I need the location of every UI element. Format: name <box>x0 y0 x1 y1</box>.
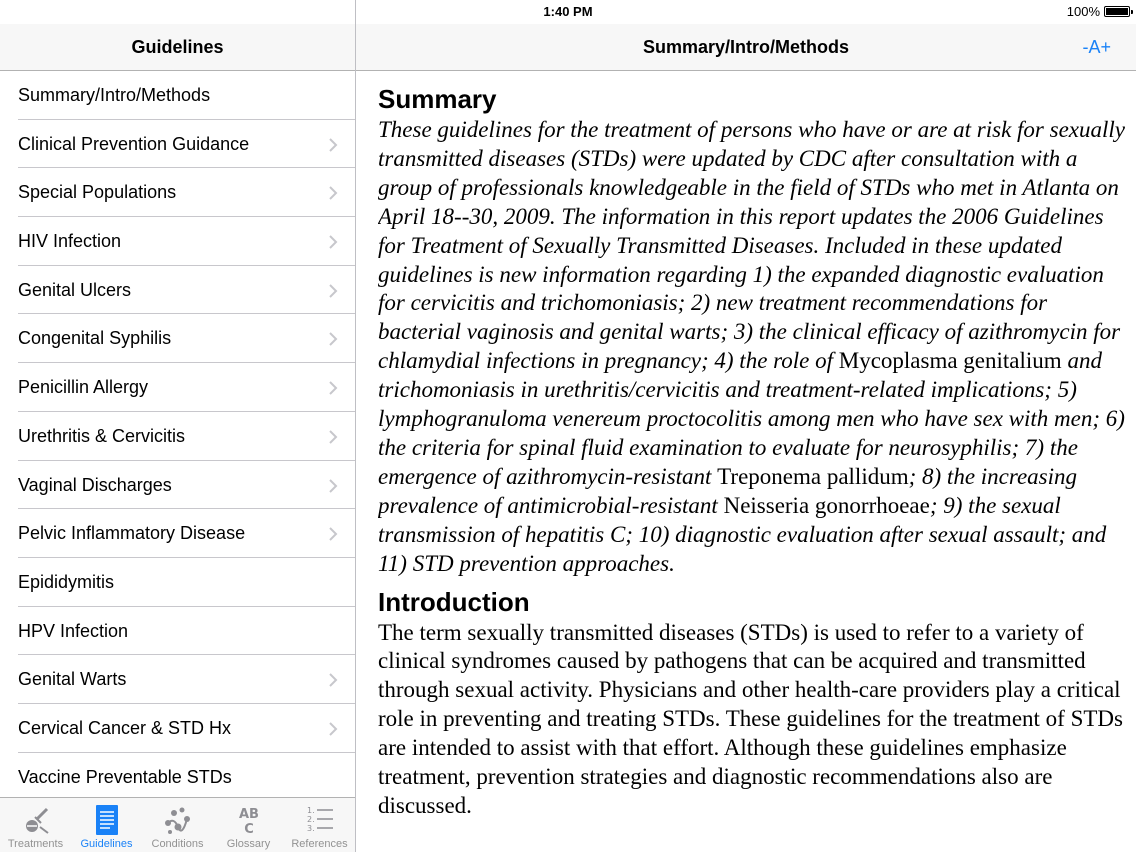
chevron-right-icon <box>327 381 339 395</box>
guidelines-icon <box>71 804 142 836</box>
left-nav-title: Guidelines <box>131 37 224 57</box>
tab-label: Treatments <box>7 838 64 850</box>
list-item-label: Vaccine Preventable STDs <box>18 766 232 787</box>
tab-bar <box>0 797 355 852</box>
tab-guidelines[interactable] <box>71 798 142 853</box>
chevron-right-icon <box>327 284 339 298</box>
guideline-list[interactable] <box>0 71 355 797</box>
list-item[interactable] <box>0 412 355 461</box>
chevron-right-icon <box>327 430 339 444</box>
chevron-right-icon <box>327 235 339 249</box>
species-name: Mycoplasma genitalium <box>838 348 1062 374</box>
list-item-label: Penicillin Allergy <box>18 377 149 398</box>
list-item-label: HPV Infection <box>18 620 129 641</box>
list-item-label: Pelvic Inflammatory Disease <box>18 523 246 544</box>
list-item[interactable] <box>0 558 355 607</box>
list-item-label: Summary/Intro/Methods <box>18 85 211 105</box>
summary-segment: and trichomoniasis in urethritis/cervicitis and treatment-related implications; 5) lymphogranuloma venereum proctocolitis among men who have sex with men; 6) the criteria for spinal fluid examination to evaluate for neurosyphilis; 7) the emergence of azithromycin-resistant <box>378 348 1125 489</box>
references-icon <box>284 804 355 836</box>
chevron-right-icon <box>327 722 339 736</box>
summary-segment: ; 8) the increasing prevalence of antimicrobial-resistant <box>378 463 1078 518</box>
tab-treatments[interactable] <box>0 798 71 853</box>
chevron-right-icon <box>327 673 339 687</box>
detail-content[interactable] <box>378 72 1126 852</box>
tab-label: Glossary <box>226 838 271 850</box>
list-item-label: Urethritis & Cervicitis <box>18 425 186 446</box>
tab-glossary[interactable] <box>213 798 284 853</box>
list-item-label: Special Populations <box>18 182 177 203</box>
list-item-label: Clinical Prevention Guidance <box>18 133 250 154</box>
summary-segment: ; 9) the sexual transmission of hepatitis C; 10) diagnostic evaluation after sexual assault; and 11) STD prevention approaches. <box>378 492 1107 576</box>
list-item[interactable] <box>0 71 355 120</box>
clock: 1:40 PM <box>543 4 593 19</box>
list-item-label: HIV Infection <box>18 231 122 252</box>
svg-text:3.: 3. <box>306 824 315 833</box>
list-item-label: Congenital Syphilis <box>18 328 172 349</box>
summary-heading: Summary <box>378 84 497 114</box>
list-item[interactable] <box>0 120 355 169</box>
tab-label: Guidelines <box>80 838 133 850</box>
tab-conditions[interactable] <box>142 798 213 853</box>
tab-label: References <box>291 838 348 850</box>
list-item[interactable] <box>0 704 355 753</box>
chevron-right-icon <box>327 186 339 200</box>
chevron-right-icon <box>327 527 339 541</box>
master-pane <box>0 0 355 852</box>
svg-text:AB: AB <box>238 807 259 822</box>
right-navigation-bar <box>356 24 1136 71</box>
list-item[interactable] <box>0 655 355 704</box>
introduction-heading: Introduction <box>378 586 530 617</box>
list-item-label: Genital Warts <box>18 669 127 690</box>
battery-indicator <box>1067 4 1130 19</box>
battery-icon <box>1104 6 1130 17</box>
list-item[interactable] <box>0 509 355 558</box>
list-item[interactable] <box>0 753 355 797</box>
battery-percent: 100% <box>1066 4 1100 19</box>
treatments-icon <box>0 804 71 836</box>
species-name: Treponema pallidum <box>717 463 909 489</box>
glossary-icon <box>213 804 284 836</box>
tab-references[interactable] <box>284 798 355 853</box>
conditions-icon <box>142 804 213 836</box>
list-item[interactable] <box>0 217 355 266</box>
svg-text:2.: 2. <box>306 815 315 824</box>
summary-segment: These guidelines for the treatment of persons who have or are at risk for sexually transmitted diseases (STDs) were updated by CDC after consultation with a group of professionals knowledgeable in the field of STDs who met in Atlanta on April 18--30, 2009. The information in this report updates the 2006 Guidelines for Treatment of Sexually Transmitted Diseases. Included in these updated guidelines is new information regarding 1) the expanded diagnostic evaluation for cervicitis and trichomoniasis; 2) new treatment recommendations for bacterial vaginosis and genital warts; 3) the clinical efficacy of azithromycin for chlamydial infections in pregnancy; 4) the role of <box>378 117 1125 374</box>
list-item-label: Cervical Cancer & STD Hx <box>18 717 232 738</box>
chevron-right-icon <box>327 479 339 493</box>
chevron-right-icon <box>327 138 339 152</box>
list-item-label: Vaginal Discharges <box>18 474 172 495</box>
list-item[interactable] <box>0 266 355 315</box>
list-item[interactable] <box>0 607 355 656</box>
list-item-label: Epididymitis <box>18 571 115 592</box>
list-item[interactable] <box>0 314 355 363</box>
introduction-text: The term sexually transmitted diseases (STDs) is used to refer to a variety of clinical syndromes caused by pathogens that can be acquired and transmitted through sexual activity. Physicians and other health-care providers play a critical role in preventing and treating STDs. These guidelines for the treatment of STDs are intended to assist with that effort. Although these guidelines emphasize treatment, prevention strategies and diagnostic recommendations also are discussed. <box>378 619 1123 818</box>
font-size-button[interactable]: -A+ <box>1082 37 1111 57</box>
list-item[interactable] <box>0 168 355 217</box>
list-item-label: Genital Ulcers <box>18 279 132 300</box>
tab-label: Conditions <box>151 838 204 850</box>
chevron-right-icon <box>327 332 339 346</box>
split-divider <box>355 0 356 852</box>
left-navigation-bar <box>0 24 355 71</box>
list-item[interactable] <box>0 363 355 412</box>
list-item[interactable] <box>0 461 355 510</box>
summary-text <box>378 116 1126 579</box>
species-name: Neisseria gonorrhoeae <box>723 492 930 518</box>
battery-level <box>1106 8 1128 15</box>
svg-text:1.: 1. <box>306 806 315 815</box>
detail-title: Summary/Intro/Methods <box>642 37 850 57</box>
svg-text:C: C <box>243 822 254 836</box>
